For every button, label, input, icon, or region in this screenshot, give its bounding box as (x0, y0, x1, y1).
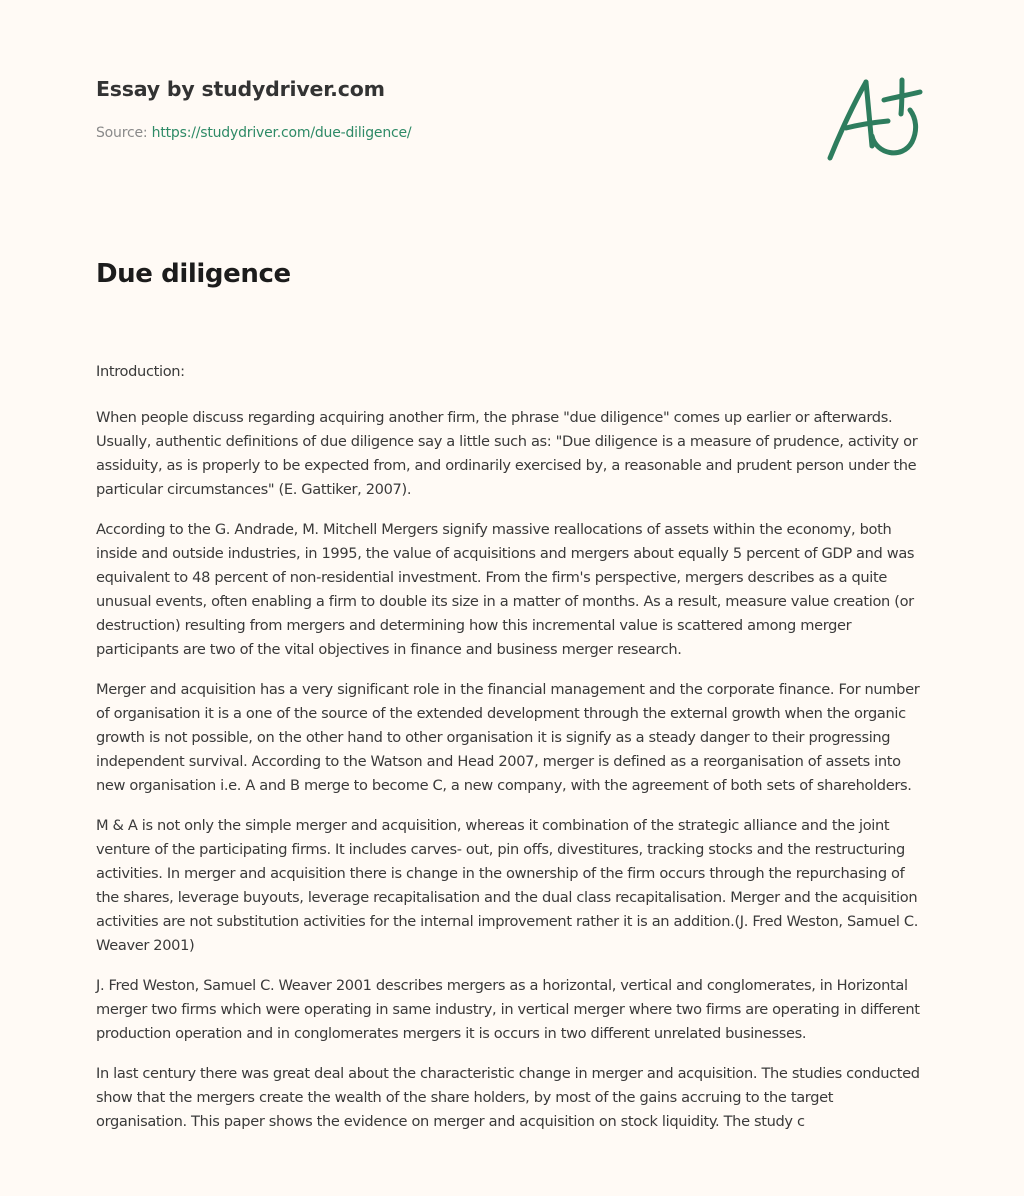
a-plus-grade-icon (822, 68, 932, 166)
paragraph: Merger and acquisition has a very significant role in the financial management and the corporate finance. For number of organisation it is a one of the source of the extended development through the external growth when the organic growth is not possible, on the other hand to other organisation it is signify as a steady danger to their progressing independent survival. According to the Watson and Head 2007, merger is defined as a reorganisation of assets into new organisation i.e. A and B merge to become C, a new company, with the agreement of both sets of shareholders. (96, 681, 920, 794)
source-line (96, 122, 926, 144)
paragraph: According to the G. Andrade, M. Mitchell Mergers signify massive reallocations of assets within the economy, both inside and outside industries, in 1995, the value of acquisitions and mergers about equally 5 percent of GDP and was equivalent to 48 percent of non-residential investment. From the firm's perspective, mergers describes as a quite unusual events, often enabling a firm to double its size in a matter of months. As a result, measure value creation (or destruction) resulting from mergers and determining how this incremental value is scattered among merger participants are two of the vital objectives in finance and business merger research. (96, 521, 915, 658)
paragraph: When people discuss regarding acquiring another firm, the phrase "due diligence" comes up earlier or afterwards. Usually, authentic definitions of due diligence say a little such as: "Due diligence is a measure of prudence, activity or assiduity, as is properly to be expected from, and ordinarily exercised by, a reasonable and prudent person under the particular circumstances" (E. Gattiker, 2007). (96, 409, 918, 498)
intro-label: Introduction: (96, 363, 185, 380)
document-title: Due diligence (96, 259, 291, 289)
essay-body (96, 360, 926, 1150)
paragraph: M & A is not only the simple merger and acquisition, whereas it combination of the strategic alliance and the joint venture of the participating firms. It includes carves- out, pin offs, divestitures, tracking stocks and the restructuring activities. In merger and acquisition there is change in the ownership of the firm occurs through the repurchasing of the shares, leverage buyouts, leverage recapitalisation and the dual class recapitalisation. Merger and the acquisition activities are not substitution activities for the internal improvement rather it is an addition.(J. Fred Weston, Samuel C. Weaver 2001) (96, 817, 919, 954)
source-label: Source: (96, 125, 148, 141)
paragraph: J. Fred Weston, Samuel C. Weaver 2001 describes mergers as a horizontal, vertical and conglomerates, in Horizontal merger two firms which were operating in same industry, in vertical merger where two firms are operating in different production operation and in conglomerates mergers it is occurs in two different unrelated businesses. (96, 977, 920, 1042)
page-header (96, 74, 926, 144)
paragraph: In last century there was great deal about the characteristic change in merger and acquisition. The studies conducted show that the mergers create the wealth of the share holders, by most of the gains accruing to the target organisation. This paper shows the evidence on merger and acquisition on stock liquidity. The study c (96, 1065, 920, 1130)
site-title: Essay by studydriver.com (96, 77, 385, 101)
source-link[interactable]: https://studydriver.com/due-diligence/ (151, 125, 412, 141)
